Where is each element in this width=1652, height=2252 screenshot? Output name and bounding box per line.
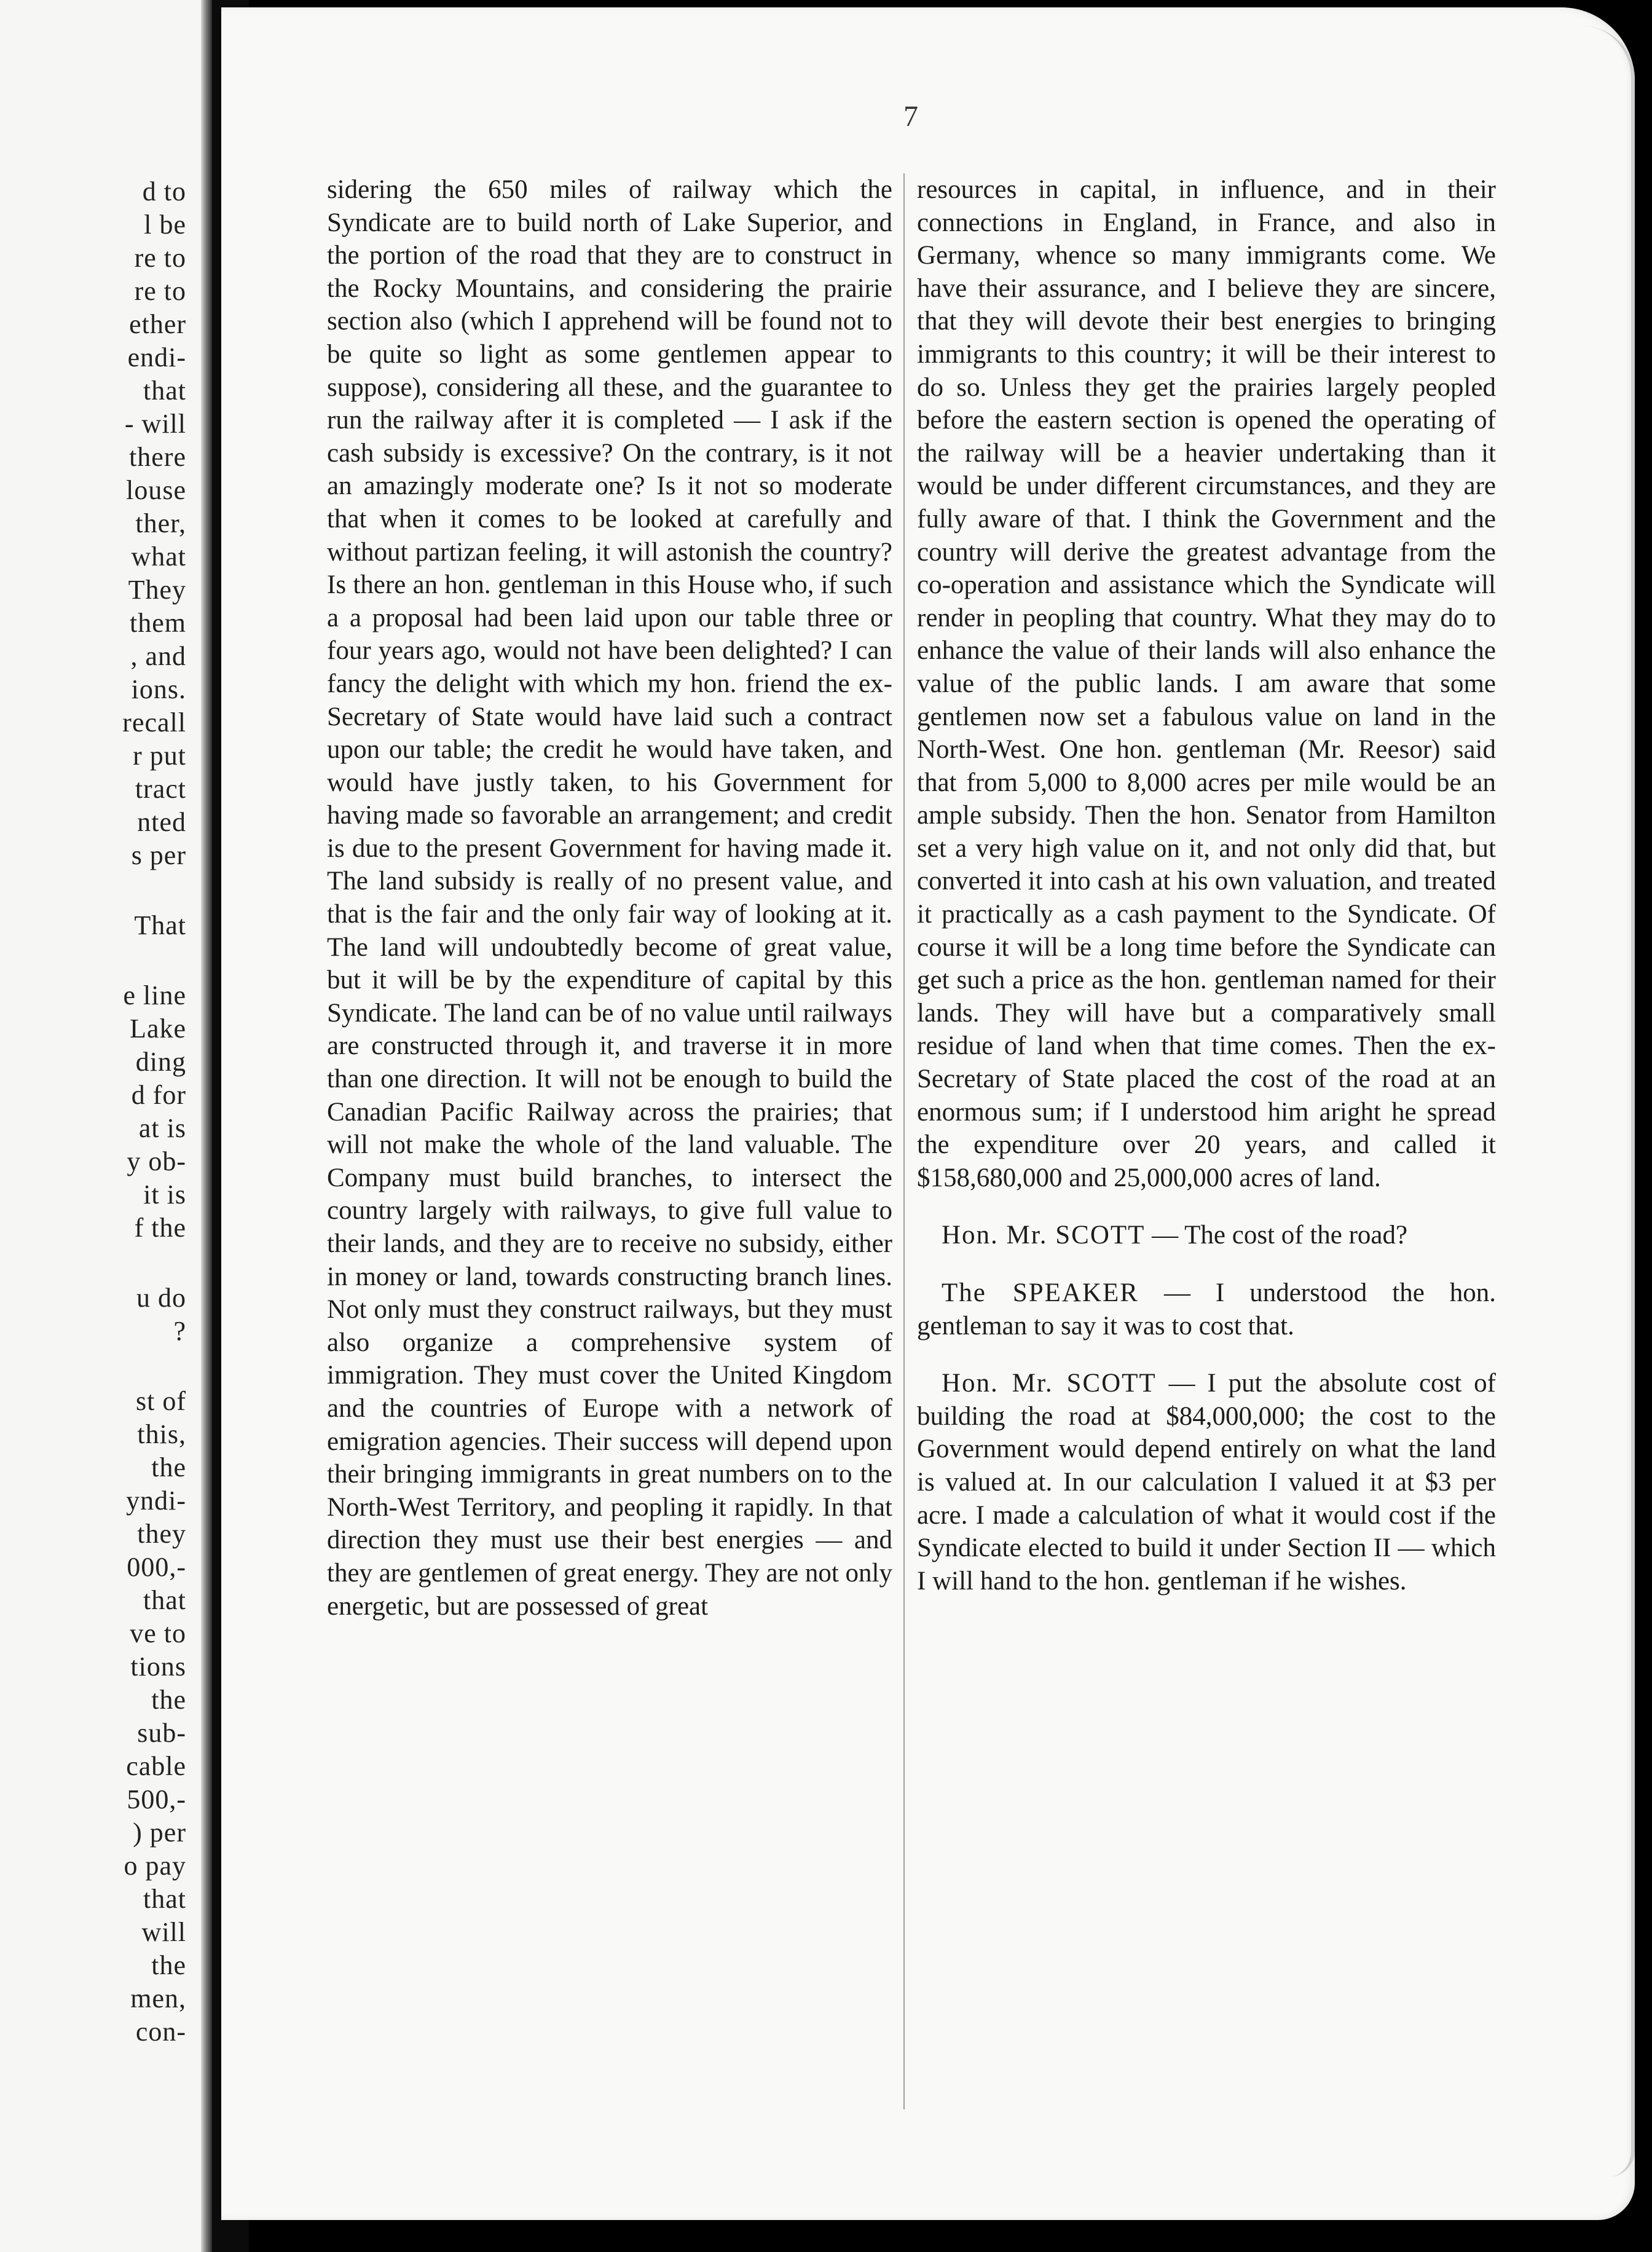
facing-page-fragment: louse <box>126 475 186 505</box>
facing-page-fragment: will <box>141 1917 186 1947</box>
facing-page-fragment: e line <box>123 980 186 1010</box>
facing-page-fragment: men, <box>130 1983 186 2014</box>
facing-page-fragment: ) per <box>133 1817 186 1848</box>
facing-page-fragment: yndi- <box>126 1486 186 1516</box>
speech-text: — I understood the hon. gentleman to say it was to cost that. <box>917 1278 1496 1341</box>
facing-page-fragment: there <box>129 442 186 472</box>
facing-page-fragment: ions. <box>131 674 186 704</box>
facing-page-fragment: re to <box>134 276 186 306</box>
facing-page-fragment: s per <box>131 840 186 870</box>
facing-page-fragment: what <box>131 541 186 572</box>
facing-page-fragment: tions <box>130 1652 186 1682</box>
right-column <box>917 173 1496 1597</box>
facing-page-fragment: re to <box>134 243 186 273</box>
facing-page-fragment: ve to <box>130 1618 186 1648</box>
page-number: 7 <box>903 100 918 133</box>
speaker-name: Hon. Mr. SCOTT <box>942 1221 1146 1250</box>
facing-page-fragment: ther, <box>135 508 186 538</box>
facing-page-fragment: con- <box>135 2017 186 2047</box>
facing-page-fragment: at is <box>138 1113 186 1143</box>
facing-page-fragment: d for <box>131 1080 186 1110</box>
facing-page-fragment: the <box>151 1452 186 1482</box>
page-edge <box>201 0 212 2252</box>
facing-page-fragment: l be <box>144 210 186 240</box>
left-column-text: sidering the 650 miles of railway which the Syndicate are to build north of Lake Superior, and the portion of the road that they are to construct in the Rocky Mountains, and considering the prairie section also (which I apprehend will be found not to be quite so light as some gentlemen appear to suppose), considering all these, and the guarantee to run the railway after it is completed — I ask if the cash subsidy is excessive? On the contrary, is it not an amazingly moderate one? Is it not so moderate that when it comes to be looked at carefully and without partizan feeling, it will astonish the country? Is there an hon. gentleman in this House who, if such a a proposal had been laid upon our table three or four years ago, would not have been delighted? I can fancy the delight with which my hon. friend the ex-Secretary of State would have laid such a contract upon our table; the credit he would have taken, and would have justly taken, to his Government for having made so favorable an arrangement; and credit is due to the present Government for having made it. The land subsidy is really of no present value, and that is the fair and the only fair way of looking at it. The land will undoubtedly become of great value, but it will be by the expenditure of capital by this Syndicate. The land can be of no value until railways are constructed through it, and traverse it in more than one direction. It will not be enough to build the Canadian Pacific Railway across the prairies; that will not make the whole of the land valuable. The Company must build branches, to intersect the country largely with railways, to give full value to their lands, and they are to receive no subsidy, either in money or land, towards constructing branch lines. Not only must they construct railways, but they must also organize a comprehensive system of immigration. They must cover the United Kingdom and the countries of Europe with a network of emigration agencies. Their success will depend upon their bringing immigrants in great numbers on to the North-West Territory, and peopling it rapidly. In that direction they must use their best energies — and they are gentlemen of great energy. They are not only energetic, but are possessed of great <box>327 175 892 1621</box>
speech-text: — The cost of the road? <box>1145 1221 1408 1250</box>
facing-page-fragment: r put <box>133 741 186 771</box>
facing-page-fragment: them <box>130 608 186 638</box>
facing-page-fragment: endi- <box>127 342 186 372</box>
speech-speaker-reply <box>917 1277 1496 1342</box>
speaker-name: Hon. Mr. SCOTT <box>942 1369 1157 1398</box>
speech-scott-question <box>917 1219 1496 1252</box>
facing-page-fragment: - will <box>124 409 186 439</box>
facing-page-fragment: f the <box>134 1213 186 1243</box>
column-divider <box>903 173 905 2109</box>
speech-scott-answer <box>917 1367 1496 1597</box>
facing-page-fragment: They <box>128 575 186 605</box>
facing-page-fragment: that <box>143 1884 186 1914</box>
facing-page-fragment: o pay <box>124 1851 186 1881</box>
facing-page-fragment: they <box>137 1519 186 1549</box>
facing-page-fragment: 000,- <box>127 1552 186 1582</box>
facing-page-fragment: cable <box>126 1751 186 1781</box>
page-curl <box>1582 26 1635 2177</box>
facing-page-fragment: sub- <box>137 1718 186 1748</box>
facing-page-fragment: Lake <box>130 1014 186 1044</box>
facing-page-fragment: the <box>151 1685 186 1715</box>
facing-page-fragment: , and <box>130 641 186 671</box>
left-column <box>327 173 892 1623</box>
facing-page <box>0 0 212 2252</box>
facing-page-fragment: ether <box>129 309 186 339</box>
facing-page-fragment: u do <box>136 1283 186 1313</box>
facing-page-fragment: that <box>143 1585 186 1615</box>
facing-page-fragment: nted <box>137 807 186 837</box>
facing-page-fragment: 500,- <box>127 1784 186 1814</box>
facing-page-fragment: the <box>151 1950 186 1980</box>
right-column-text: resources in capital, in influence, and in their connections in England, in France, and also in Germany, whence so many immigrants come. We have their assurance, and I believe they are sincere, that they will devote their best energies to bringing immigrants to this country; it will be their interest to do so. Unless they get the prairies largely peopled before the eastern section is opened the operating of the railway will be a heavier undertaking than it would be under different circumstances, and they are fully aware of that. I think the Government and the country will derive the greatest advantage from the co-operation and assistance which the Syndicate will render in peopling that country. What they may do to enhance the value of their lands will also enhance the value of the public lands. I am aware that some gentlemen now set a fabulous value on land in the North-West. One hon. gentleman (Mr. Reesor) said that from 5,000 to 8,000 acres per mile would be an ample subsidy. Then the hon. Senator from Hamilton set a very high value on it, and not only did that, but converted it into cash at his own valuation, and treated it practically as a cash payment to the Syndicate. Of course it will be a long time before the Syndicate can get such a price as the hon. gentleman named for their lands. They will have but a comparatively small residue of land when that time comes. Then the ex-Secretary of State placed the cost of the road at an enormous sum; if I understood him aright he spread the expenditure over 20 years, and called it $158,680,000 and 25,000,000 acres of land. <box>917 175 1496 1192</box>
facing-page-fragment: y ob- <box>127 1146 186 1176</box>
speech-text: — I put the absolute cost of building the road at $84,000,000; the cost to the Government would depend entirely on what the land is valued at. In our calculation I valued it at $3 per acre. I made a calculation of what it would cost if the Syndicate elected to build it under Section II — which I will hand to the hon. gentleman if he wishes. <box>917 1369 1496 1596</box>
facing-page-fragment: st of <box>136 1386 186 1416</box>
facing-page-fragment: recall <box>122 707 186 738</box>
facing-page-fragment: tract <box>135 774 186 804</box>
facing-page-fragment: d to <box>142 176 186 207</box>
speaker-name: The SPEAKER <box>942 1278 1139 1307</box>
facing-page-fragment: ? <box>173 1316 186 1346</box>
document-page <box>221 7 1635 2220</box>
facing-page-fragment: That <box>134 910 186 940</box>
facing-page-fragment: this, <box>137 1419 186 1449</box>
facing-page-fragment: that <box>143 376 186 406</box>
facing-page-fragment: it is <box>143 1179 186 1210</box>
facing-page-fragment: ding <box>135 1047 186 1077</box>
